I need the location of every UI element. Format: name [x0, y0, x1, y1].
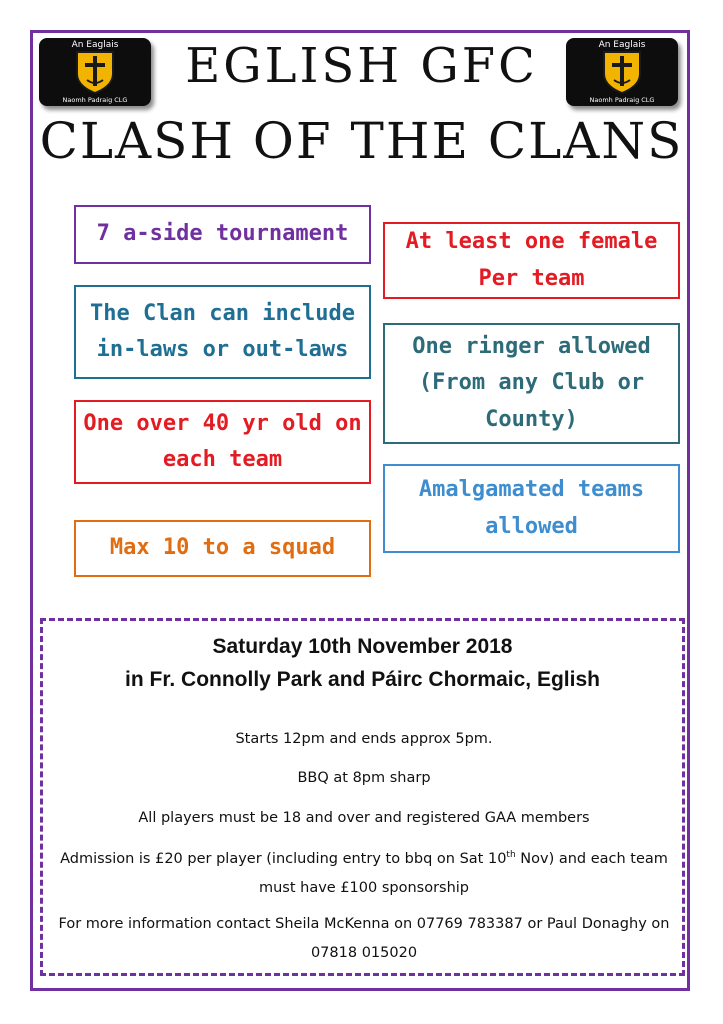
club-name-heading: EGLISH GFC — [185, 38, 538, 94]
event-eligibility: All players must be 18 and over and registered GAA members — [138, 810, 590, 826]
event-info-panel — [40, 618, 685, 976]
crest-bottom-text: Naomh Padraig CLG — [62, 96, 128, 104]
event-admission: Admission is £20 per player (including entry to bbq on Sat 10th Nov) and each team must have £100 sponsorship — [60, 850, 668, 896]
event-times: Starts 12pm and ends approx 5pm. — [235, 731, 493, 747]
rule-box-amalgamated: Amalgamated teams allowed — [383, 464, 680, 553]
rule-box-ringer: One ringer allowed (From any Club or County) — [383, 323, 680, 444]
event-date: Saturday 10th November 2018 — [212, 635, 513, 658]
rule-box-squad-size: Max 10 to a squad — [74, 520, 371, 577]
rule-box-age: One over 40 yr old on each team — [74, 400, 371, 484]
rule-box-clan-members: The Clan can include in-laws or out-laws — [74, 285, 371, 379]
rule-box-format: 7 a-side tournament — [74, 205, 371, 264]
crest-top-text: An Eaglais — [71, 40, 119, 50]
event-venue: in Fr. Connolly Park and Páirc Chormaic, Eglish — [125, 668, 600, 691]
event-name-heading: CLASH OF THE CLANS — [39, 112, 684, 170]
event-bbq: BBQ at 8pm sharp — [297, 770, 431, 786]
crest-bottom-text: Naomh Padraig CLG — [589, 96, 655, 104]
event-contact: For more information contact Sheila McKenna on 07769 783387 or Paul Donaghy on 07818 015020 — [58, 916, 670, 961]
crest-top-text: An Eaglais — [598, 40, 646, 50]
rule-box-female: At least one female Per team — [383, 222, 680, 299]
